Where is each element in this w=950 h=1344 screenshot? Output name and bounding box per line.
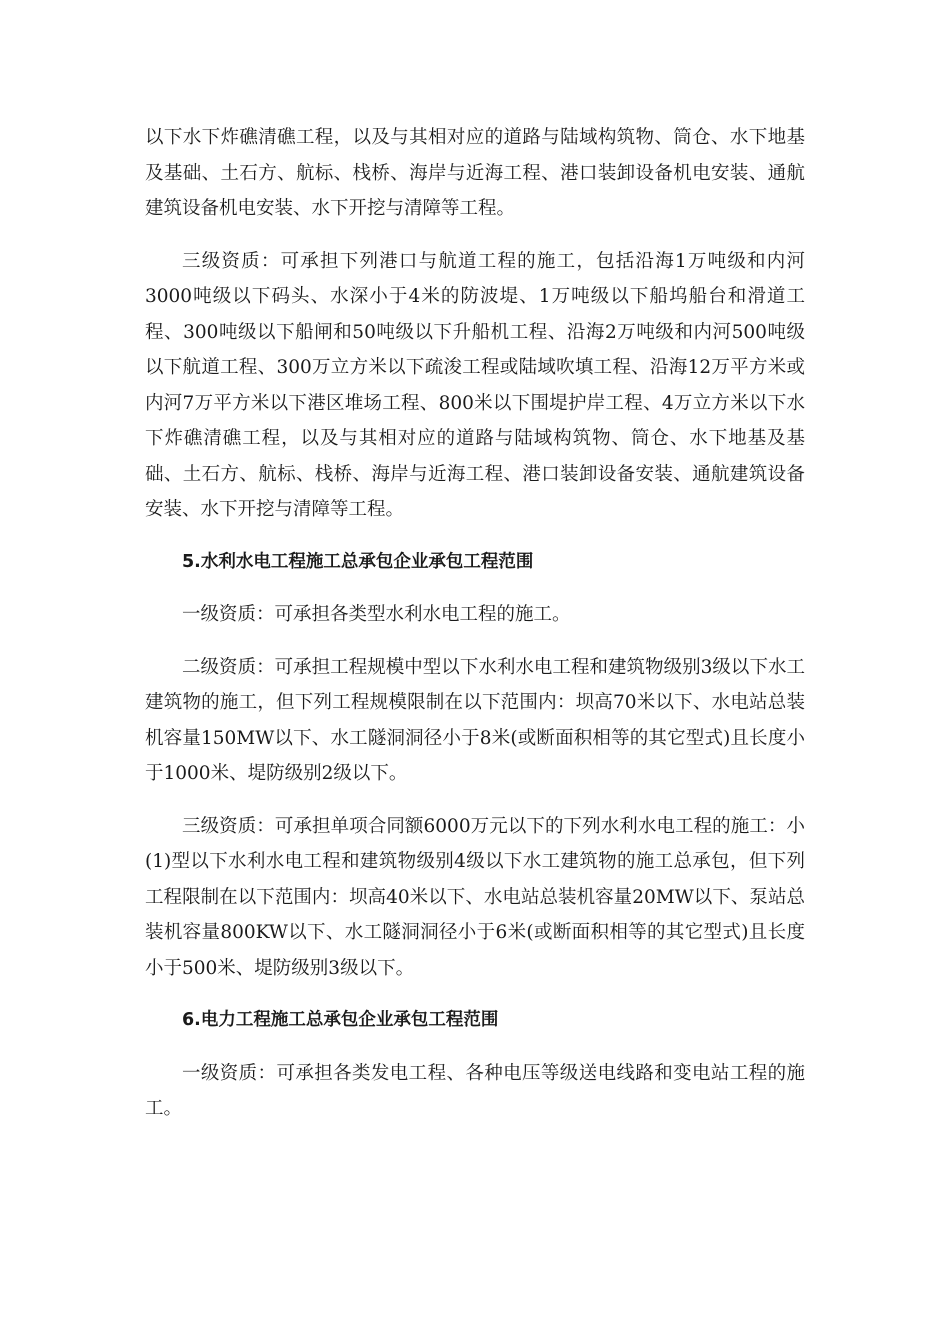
paragraph-continuation: 以下水下炸礁清礁工程，以及与其相对应的道路与陆域构筑物、筒仓、水下地基及基础、土石方、航标、栈桥、海岸与近海工程、港口装卸设备机电安装、通航建筑设备机电安装、水下开挖与清障等工程。 bbox=[145, 127, 805, 219]
paragraph-water-grade-1: 一级资质：可承担各类型水利水电工程的施工。 bbox=[182, 604, 571, 625]
paragraph-water-grade-2: 二级资质：可承担工程规模中型以下水利水电工程和建筑物级别3级以下水工建筑物的施工，但下列工程规模限制在以下范围内：坝高70米以下、水电站总装机容量150MW以下、水工隧洞洞径小于8米(或断面积相等的其它型式)且长度小于1000米、堤防级别2级以下。 bbox=[145, 656, 805, 784]
section-heading-water-conservancy: 5.水利水电工程施工总承包企业承包工程范围 bbox=[182, 551, 534, 572]
document-body bbox=[145, 120, 805, 1144]
paragraph-water-grade-3: 三级资质：可承担单项合同额6000万元以下的下列水利水电工程的施工：小(1)型以下水利水电工程和建筑物级别4级以下水工建筑物的施工总承包，但下列工程限制在以下范围内：坝高40米以下、水电站总装机容量20MW以下、泵站总装机容量800KW以下、水工隧洞洞径小于6米(或断面积相等的其它型式)且长度小于500米、堤防级别3级以下。 bbox=[145, 815, 805, 979]
paragraph-power-grade-1: 一级资质：可承担各类发电工程、各种电压等级送电线路和变电站工程的施工。 bbox=[145, 1062, 805, 1119]
section-heading-power-engineering: 6.电力工程施工总承包企业承包工程范围 bbox=[182, 1010, 499, 1030]
paragraph-port-grade-3: 三级资质：可承担下列港口与航道工程的施工，包括沿海1万吨级和内河3000吨级以下码头、水深小于4米的防波堤、1万吨级以下船坞船台和滑道工程、300吨级以下船闸和50吨级以下升船机工程、沿海2万吨级和内河500吨级以下航道工程、300万立方米以下疏浚工程或陆域吹填工程、沿海12万平方米或内河7万平方米以下港区堆场工程、800米以下围堤护岸工程、4万立方米以下水下炸礁清礁工程，以及与其相对应的道路与陆域构筑物、筒仓、水下地基及基础、土石方、航标、栈桥、海岸与近海工程、港口装卸设备安装、通航建筑设备安装、水下开挖与清障等工程。 bbox=[145, 250, 805, 520]
